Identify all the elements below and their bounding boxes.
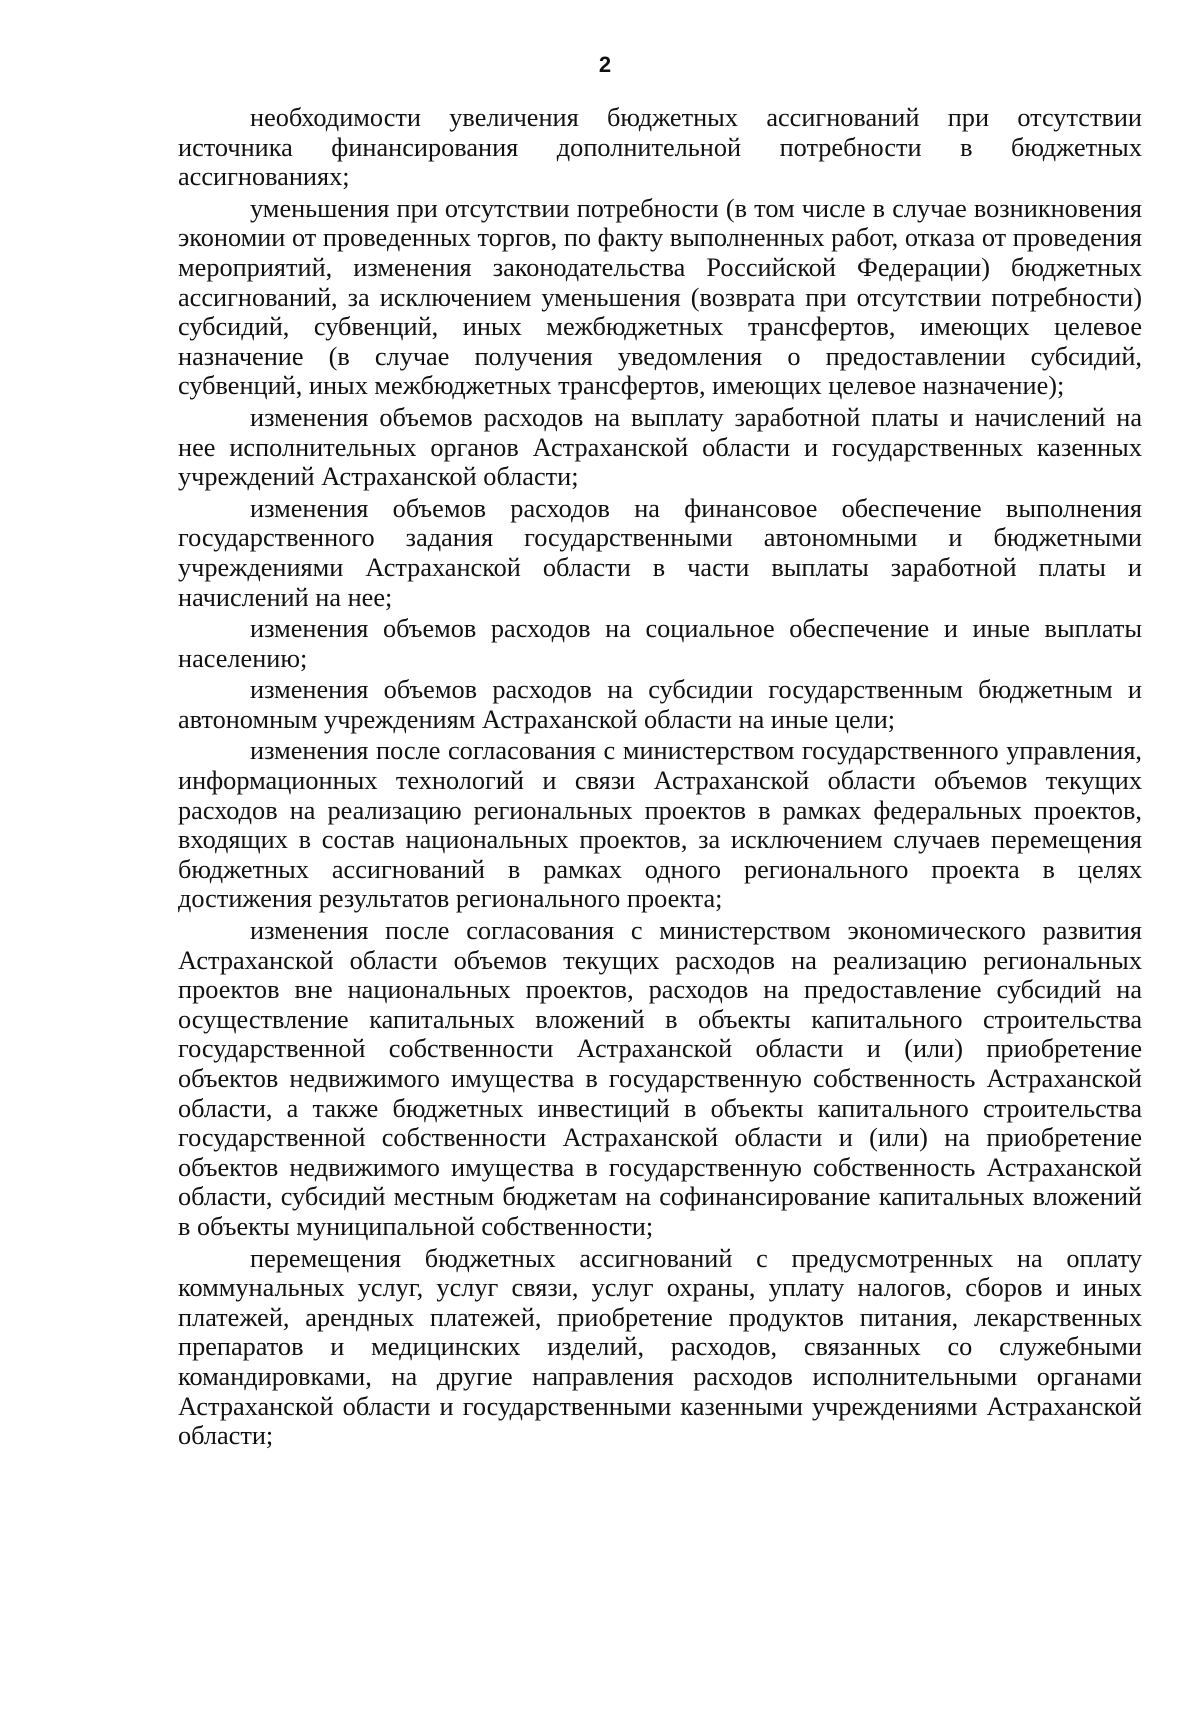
- paragraph-social-payments: изменения объемов расходов на социальное обеспечение и иные выплаты населению;: [178, 614, 1142, 673]
- paragraph-subsidies-other-goals: изменения объемов расходов на субсидии государственным бюджетным и автономным учреждениям Астраханской области на иные цели;: [178, 675, 1142, 734]
- paragraph-budget-increase: необходимости увеличения бюджетных ассигнований при отсутствии источника финансирования дополнительной потребности в бюджетных ассигнованиях;: [178, 103, 1142, 192]
- paragraph-salary-changes: изменения объемов расходов на выплату заработной платы и начислений на нее исполнительных органов Астраханской области и государственных казенных учреждений Астраханской области;: [178, 402, 1142, 492]
- paragraph-reduction: уменьшения при отсутствии потребности (в том числе в случае возникновения экономии от проведенных торгов, по факту выполненных работ, отказа от проведения мероприятий, изменения законодательства Российской Федерации) бюджетных ассигнований, за исключением уменьшения (возврата при отсутствии потребности) субсидий, субвенций, иных межбюджетных трансфертов, имеющих целевое назначение (в случае получения уведомления о предоставлении субсидий, субвенций, иных межбюджетных трансфертов, имеющих целевое назначение);: [178, 193, 1142, 401]
- document-body: [178, 103, 1142, 1451]
- paragraph-state-assignment: изменения объемов расходов на финансовое обеспечение выполнения государственного задания государственными автономными и бюджетными учреждениями Астраханской области в части выплаты заработной платы и начислений на нее;: [178, 493, 1142, 612]
- paragraph-regional-projects-economy: изменения после согласования с министерством экономического развития Астраханской области объемов текущих расходов на реализацию региональных проектов вне национальных проектов, расходов на предоставление субсидий на осуществление капитальных вложений в объекты капитального строительства государственной собственности Астраханской области и (или) приобретение объектов недвижимого имущества в государственную собственность Астраханской области, а также бюджетных инвестиций в объекты капитального строительства государственной собственности Астраханской области и (или) на приобретение объектов недвижимого имущества в государственную собственность Астраханской области, субсидий местным бюджетам на софинансирование капитальных вложений в объекты муниципальной собственности;: [178, 916, 1142, 1241]
- paragraph-reallocation: перемещения бюджетных ассигнований с предусмотренных на оплату коммунальных услуг, услуг связи, услуг охраны, уплату налогов, сборов и иных платежей, арендных платежей, приобретение продуктов питания, лекарственных препаратов и медицинских изделий, расходов, связанных со служебными командировками, на другие направления расходов исполнительными органами Астраханской области и государственными казенными учреждениями Астраханской области;: [178, 1243, 1142, 1451]
- page-number: 2: [598, 52, 612, 77]
- paragraph-regional-projects-it: изменения после согласования с министерством государственного управления, информационных технологий и связи Астраханской области объемов текущих расходов на реализацию региональных проектов в рамках федеральных проектов, входящих в состав национальных проектов, за исключением случаев перемещения бюджетных ассигнований в рамках одного регионального проекта в целях достижения результатов регионального проекта;: [178, 736, 1142, 914]
